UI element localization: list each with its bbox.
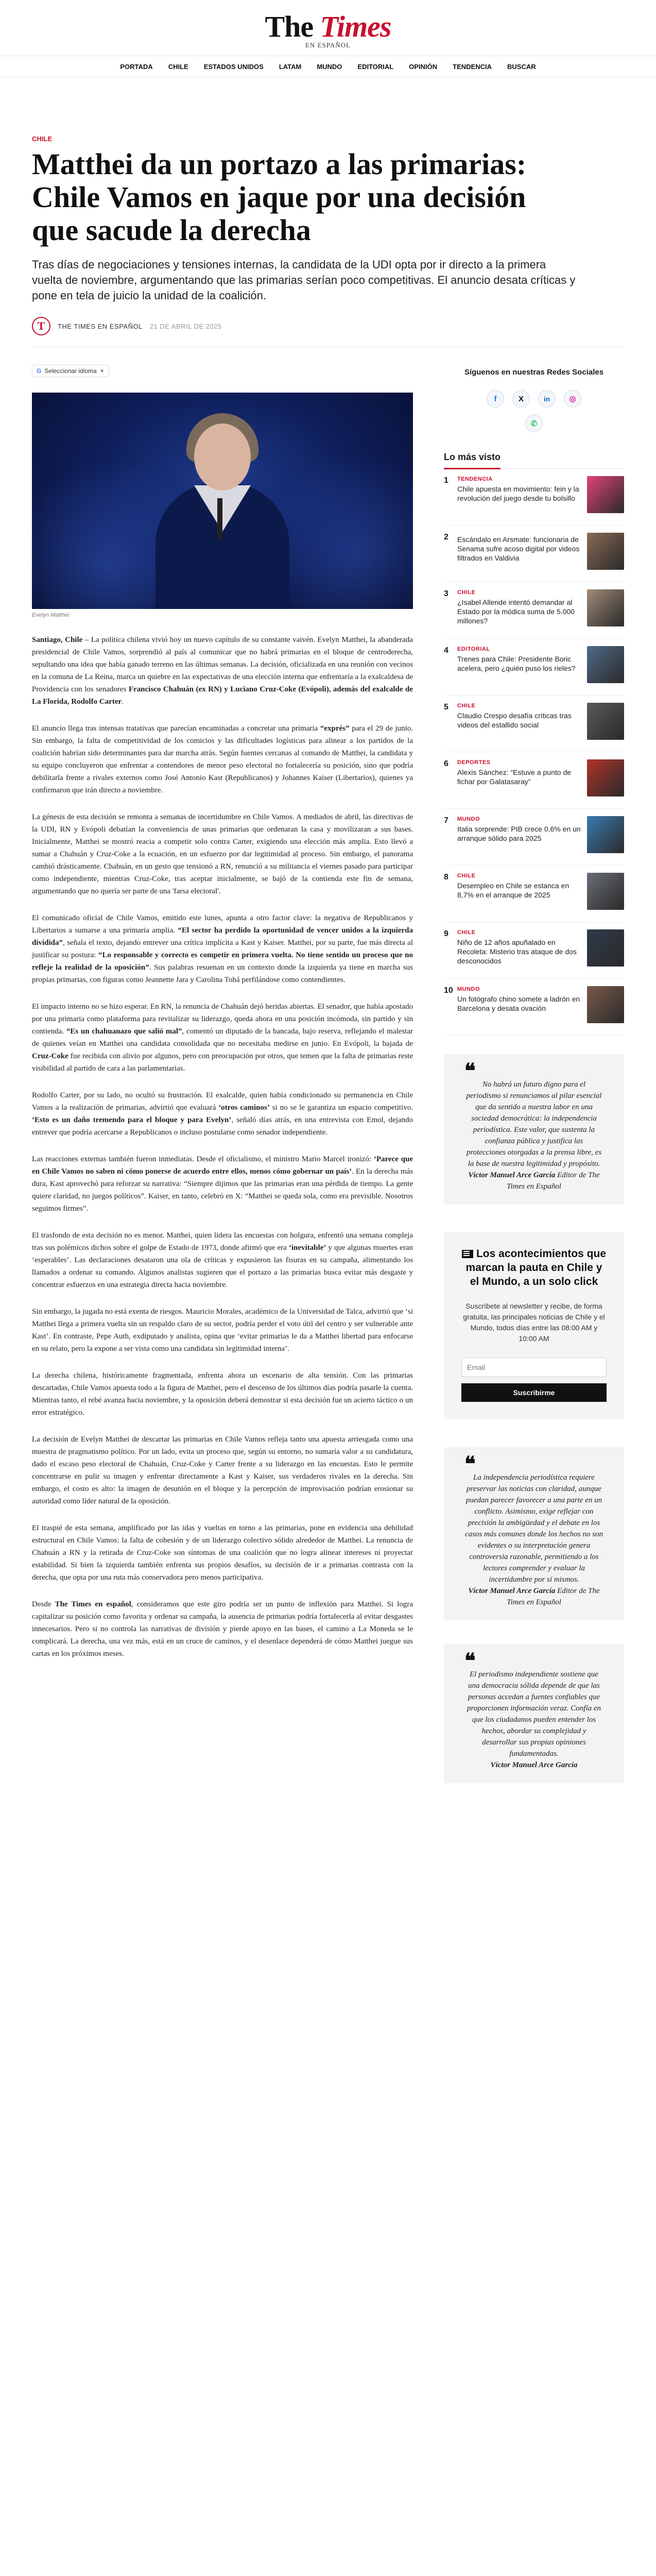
quote-text: El periodismo independiente sostiene que una democracia sólida depende de que las personas accedan a fuentes confiables que proporcionen información veraz. Confía en que los ciudadanos pueden entender los hechos, abordar su complejidad y desarrollar sus propias opiniones fundamentadas. xyxy=(467,1670,601,1758)
most-viewed-headline[interactable]: ¿Isabel Allende intentó demandar al Estado por la módica suma de 5.000 millones? xyxy=(457,598,575,625)
most-viewed-item[interactable] xyxy=(444,809,624,866)
most-viewed-headline[interactable]: Desempleo en Chile se estanca en 8,7% en el arranque de 2025 xyxy=(457,882,569,899)
google-icon: G xyxy=(37,367,42,375)
x-icon[interactable]: X xyxy=(512,390,530,408)
article-headline: Matthei da un portazo a las primarias: Chile Vamos en jaque por una decisión que sacude la derecha xyxy=(32,147,527,247)
most-viewed-thumbnail[interactable] xyxy=(587,476,624,513)
most-viewed-category[interactable]: MUNDO xyxy=(457,986,480,992)
quote-box xyxy=(444,1054,624,1205)
logo-subtitle: EN ESPAÑOL xyxy=(305,41,351,49)
article-paragraph: El anuncio llega tras intensas tratativas que parecían encaminadas a concretar una primaria “exprés” para el 29 de junio. Sin embargo, la falta de competitividad de los comicios y las dificultades logísticas para alinear a los partidos de la coalición habrían sido determinantes para dar marcha atrás. Según fuentes cercanas al comando de Matthei, la candidata y su equipo concluyeron que enfrentar a contendores de menor peso electoral no fortalecería su posición, sino que podría debilitarla frente a rivales externos como José Antonio Kast (Republicanos) y Johannes Kaiser (Libertarios), quienes ya confirmaron que irán directo a noviembre. xyxy=(32,724,413,794)
nav-chile[interactable]: CHILE xyxy=(168,62,188,71)
most-viewed-headline[interactable]: Escándalo en Arsmate: funcionaria de Senama sufre acoso digital por videos filtrados en Valdivia xyxy=(457,535,580,562)
article-paragraph: La decisión de Evelyn Matthei de descartar las primarias en Chile Vamos refleja tanto una apuesta arriesgada como una muestra de pragmatismo político. Por un lado, evita un proceso que, según su entorno, no sumaría valor a su candidatura, dado el escaso peso electoral de Chahuán, Cruz-Coke y Carter frente a su liderazgo en las encuestas. Esto le permite concentrarse en pulir su imagen y enfrentar directamente a Kast y Kaiser, sus verdaderos rivales en la derecha. Sin embargo, el costo es alto: la imagen de desunión en el bloque y la percepción de improvisación podrían erosionar su autoridad como líder natural de la oposición. xyxy=(32,1435,413,1505)
nav-estados-unidos[interactable]: ESTADOS UNIDOS xyxy=(203,62,264,71)
article-body xyxy=(32,634,413,1660)
most-viewed-rank: 6 xyxy=(444,759,448,768)
most-viewed-category[interactable]: TENDENCIA xyxy=(457,476,493,482)
most-viewed-thumbnail[interactable] xyxy=(587,986,624,1023)
article-dek: Tras días de negociaciones y tensiones internas, la candidata de la UDI opta por ir directo a la primera vuelta de noviembre, argumentando que las primarias serían poco competitivas. El anuncio desata críticas y pone en tela de juicio la unidad de la coalición. xyxy=(32,258,576,302)
quote-icon: ❝ xyxy=(464,1059,476,1082)
most-viewed-headline[interactable]: Niño de 12 años apuñalado en Recoleta: Misterio tras ataque de dos desconocidos xyxy=(457,938,577,965)
linkedin-icon[interactable]: in xyxy=(538,390,556,408)
quote-author-name: Víctor Manuel Arce García xyxy=(490,1761,578,1769)
article-paragraph: La génesis de esta decisión se remonta a semanas de incertidumbre en Chile Vamos. A mediados de abril, las directivas de la UDI, RN y Evópoli debatían la conveniencia de unas primarias que ordenaran la casa y movilizaran a sus bases. Inicialmente, Matthei se mostró reacia a competir solo contra Carter, exigiendo una elección más amplia. Esto llevó a sumar a Chahuán y Cruz-Coke a la ecuación, en un esfuerzo por dar legitimidad al proceso. Sin embargo, el panorama cambió drásticamente. Chahuán, en un gesto que tensionó a RN, renunció a su militancia el viernes pasado para participar como independiente, mientras Cruz-Coke, tras aceptar inicialmente, se bajó de la contienda este fin de semana, argumentando que no quería ser parte de una 'farsa electoral'. xyxy=(32,813,413,895)
nav-mundo[interactable]: MUNDO xyxy=(317,62,342,71)
nav-tendencia[interactable]: TENDENCIA xyxy=(453,62,492,71)
photo-caption: Evelyn Matthei xyxy=(32,612,70,618)
most-viewed-headline[interactable]: Un fotógrafo chino somete a ladrón en Barcelona y desata ovación xyxy=(457,995,580,1012)
most-viewed-item[interactable] xyxy=(444,866,624,922)
most-viewed-rank: 9 xyxy=(444,929,448,938)
email-field[interactable] xyxy=(461,1358,607,1377)
masthead xyxy=(0,0,656,56)
quote-icon: ❝ xyxy=(464,1649,476,1672)
main-nav xyxy=(0,56,656,77)
instagram-icon[interactable]: ◎ xyxy=(564,390,581,408)
most-viewed-rank: 4 xyxy=(444,646,448,655)
article-paragraph: El trasfondo de esta decisión no es menor. Matthei, quien lidera las encuestas con holgura, enfrentó una semana compleja tras sus polémicos dichos sobre el golpe de Estado de 1973, donde afirmó que era ‘inevitable’ y que algunas muertes eran ‘esperables’. Las declaraciones desataron una ola de críticas y expusieron las fisuras en su campaña, alimentando los llamados a ordenar su comando. Algunos analistas sugieren que el portazo a las primarias busca evitar más desgaste y concentrar esfuerzos en una estrategia directa hacia noviembre. xyxy=(32,1231,413,1289)
nav-latam[interactable]: LATAM xyxy=(279,62,302,71)
subscribe-button[interactable]: Suscribirme xyxy=(461,1383,607,1402)
section-label[interactable]: CHILE xyxy=(32,135,52,143)
chevron-down-icon: ▼ xyxy=(99,368,105,374)
most-viewed-thumbnail[interactable] xyxy=(587,929,624,967)
most-viewed xyxy=(444,452,624,1036)
most-viewed-rank: 5 xyxy=(444,703,448,711)
newsletter-description: Suscríbete al newsletter y recibe, de forma gratuita, las principales noticias de Chile y el Mundo, todos días entre las 08:00 AM y 10:00 AM xyxy=(463,1302,605,1343)
most-viewed-thumbnail[interactable] xyxy=(587,646,624,683)
article-paragraph: Rodolfo Carter, por su lado, no ocultó su frustración. El exalcalde, quien había condicionado su permanencia en Chile Vamos a la realización de primarias, advirtió que evaluará ‘otros caminos’ si no se le garantiza un espacio competitivo. ‘Esto es un daño tremendo para el bloque y para Evelyn’, señaló días atrás, en una entrevista con Emol, dejando entrever que podría acercarse a Republicanos o incluso postularse como senador independiente. xyxy=(32,1091,413,1137)
most-viewed-list xyxy=(444,469,624,1036)
most-viewed-category[interactable]: CHILE xyxy=(457,589,476,596)
most-viewed-item[interactable] xyxy=(444,526,624,582)
most-viewed-category[interactable]: CHILE xyxy=(457,873,476,879)
most-viewed-category[interactable]: MUNDO xyxy=(457,816,480,822)
most-viewed-category[interactable]: CHILE xyxy=(457,929,476,936)
quote-text: La independencia periodística requiere preservar las noticias con claridad, aunque puedan parecer favorecer a una parte en un conflicto. Asimismo, exige reflejar con precisión la ambigüedad y el debate en los casos más comunes donde los hechos no son evidentes o su interpretación genera controversia razonable, permitiendo a los lectores comprender y evaluar la incertidumbre por sí mismos. xyxy=(465,1473,603,1584)
most-viewed-rank: 2 xyxy=(444,533,448,541)
language-selector[interactable] xyxy=(32,365,109,377)
byline xyxy=(32,317,624,347)
most-viewed-category[interactable]: EDITORIAL xyxy=(457,646,490,652)
most-viewed-item[interactable] xyxy=(444,469,624,526)
nav-editorial[interactable]: EDITORIAL xyxy=(357,62,394,71)
article-paragraph: Santiago, Chile – La política chilena vivió hoy un nuevo capítulo de su constante vaivén. Evelyn Matthei, la abanderada presidencial de Chile Vamos, sorprendió al país al comunicar que no habrá primarias en el bloque de centroderecha, sepultando una idea que había ganado terreno en las últimas semanas. La decisión, oficializada en una reunión con vecinos en la comuna de La Reina, marca un quiebre en las expectativas de una elección interna que enfrentaría a la exalcaldesa de Providencia con los senadores Francisco Chahuán (ex RN) y Luciano Cruz-Coke (Evópoli), además del exalcalde de La Florida, Rodolfo Carter. xyxy=(32,636,413,706)
nav-opinion[interactable]: OPINIÓN xyxy=(409,62,438,71)
byline-date: 21 DE ABRIL DE 2025 xyxy=(149,322,222,330)
newsletter-title: Los acontecimientos que marcan la pauta en Chile y el Mundo, a un solo click xyxy=(465,1248,607,1287)
most-viewed-rank: 3 xyxy=(444,589,448,598)
article-header xyxy=(32,77,624,347)
most-viewed-headline[interactable]: Chile apuesta en movimiento: fein y la revolución del juego desde tu bolsillo xyxy=(457,485,579,502)
newsletter-box xyxy=(444,1232,624,1419)
quote-author-name: Víctor Manuel Arce García xyxy=(468,1587,556,1595)
byline-logo-icon: T xyxy=(32,317,50,335)
logo-times: Times xyxy=(320,10,391,43)
social-links xyxy=(444,390,624,408)
most-viewed-thumbnail[interactable] xyxy=(587,759,624,796)
most-viewed-thumbnail[interactable] xyxy=(587,816,624,853)
most-viewed-thumbnail[interactable] xyxy=(587,703,624,740)
article-paragraph: La derecha chilena, históricamente fragmentada, enfrenta ahora un escenario de alta tensión. Con las primarias descartadas, Chile Vamos apuesta todo a la figura de Matthei, pero el descenso de los últimos días podría pasarle la cuenta. Mientras tanto, el rebé avanza hacia noviembre, y la oposición deberá demostrar si esta decisión fue un acierto táctico o un error estratégico. xyxy=(32,1371,413,1417)
most-viewed-item[interactable] xyxy=(444,979,624,1036)
most-viewed-thumbnail[interactable] xyxy=(587,589,624,626)
language-selector-label: Seleccionar idioma xyxy=(44,367,97,375)
most-viewed-headline[interactable]: Italia sorprende: PIB crece 0,6% en un arranque sólido para 2025 xyxy=(457,825,581,842)
article-photo xyxy=(32,393,413,609)
most-viewed-item[interactable] xyxy=(444,582,624,639)
article-paragraph: Desde The Times en español, consideramos que este giro podría ser un punto de inflexión para Matthei. Si logra capitalizar su posición como favorita y ordenar su campaña, la ausencia de primarias podría fortalecerla al evitar desgastes innecesarios. Pero si no controla las narrativas de división y pierde apoyo en las bases, el camino a La Moneda se le complicará. La derecha, una vez más, está en un cruce de caminos, y el desenlace dependerá de cómo Matthei juegue sus cartas en los próximos meses. xyxy=(32,1600,413,1658)
article-paragraph: El traspié de esta semana, amplificado por las idas y vueltas en torno a las primarias, pone en evidencia una debilidad estructural en Chile Vamos: la falta de cohesión y de un liderazgo colectivo sólido alrededor de Matthei. La renuncia de Chahuán a RN y la retirada de Cruz-Coke son síntomas de una coalición que no logra alinear intereses ni proyectar estabilidad. Si bien la izquierda también enfrenta sus propios desafíos, su decisión de ir a primarias contrasta con la derecha, que opta por una ruta más conservadora pero menos participativa. xyxy=(32,1524,413,1582)
quote-box xyxy=(444,1644,624,1783)
sidebar xyxy=(444,365,624,1783)
most-viewed-headline[interactable]: Trenes para Chile: Presidente Boric acelera, pero ¿quién puso los rieles? xyxy=(457,655,576,672)
facebook-icon[interactable]: f xyxy=(487,390,504,408)
most-viewed-thumbnail[interactable] xyxy=(587,533,624,570)
microphone-icon xyxy=(217,498,222,539)
most-viewed-item[interactable] xyxy=(444,696,624,752)
quote-author-role: Editor de The Times en Español xyxy=(507,1587,600,1606)
most-viewed-item[interactable] xyxy=(444,922,624,979)
logo-the: The xyxy=(265,10,314,43)
most-viewed-headline[interactable]: Claudio Crespo desafía críticas tras videos del estallido social xyxy=(457,711,572,729)
article-paragraph: El impacto interno no se hizo esperar. En RN, la renuncia de Chahuán dejó heridas abiertas. El senador, que había apostado por una primaria como plataforma para revitalizar su liderazgo, queda ahora en una posición incómoda, sin partido y sin contienda. “Es un chahuanazo que salió mal”, comentó un diputado de la bancada, bajo reserva, reflejando el malestar de quienes veían en Matthei una candidata consolidada que no necesitaba medirse en junio. En Evópoli, la bajada de Cruz-Coke fue recibida con alivio por algunos, pero con preocupación por otros, que temen que la falta de primarias reste visibilidad al partido de cara a las parlamentarias. xyxy=(32,1003,413,1073)
newsletter-icon xyxy=(462,1250,473,1258)
most-viewed-item[interactable] xyxy=(444,752,624,809)
most-viewed-item[interactable] xyxy=(444,639,624,696)
content-layout xyxy=(32,347,624,1783)
most-viewed-rank: 10 xyxy=(444,986,453,995)
quote-text: No habrá un futuro digno para el periodismo si renunciamos al pilar esencial que da sentido a nuestra labor en una sociedad democrática: la independencia periodística. Este valor, que sustenta la confianza pública y justifica las protecciones otorgadas a la prensa libre, es la base de nuestra legitimidad y propósito. xyxy=(466,1080,602,1168)
article-paragraph: El comunicado oficial de Chile Vamos, emitido este lunes, apunta a otro factor clave: la negativa de Republicanos y Libertarios a sumarse a una primaria amplia. “El sector ha perdido la oportunidad de vencer unidos a la izquierda dividida”, señala el texto, dejando entrever una crítica implícita a Kast y Kaiser. Matthei, por su parte, fue más directa al justificar su postura: “Lo responsable y correcto es competir en primera vuelta. No tiene sentido un proceso que no refleje la realidad de la oposición”. Sus palabras resuenan en un contexto donde la izquierda ya tiene en marcha sus propias primarias, con figuras como Jeannette Jara y Carolina Tohá perfilándose como contendientes. xyxy=(32,914,413,984)
most-viewed-rank: 1 xyxy=(444,476,448,485)
most-viewed-rank: 7 xyxy=(444,816,448,825)
nav-buscar[interactable]: BUSCAR xyxy=(507,62,536,71)
most-viewed-category[interactable]: CHILE xyxy=(457,703,476,709)
social-title: Síguenos en nuestras Redes Sociales xyxy=(464,368,604,377)
most-viewed-rank: 8 xyxy=(444,873,448,882)
quote-box xyxy=(444,1447,624,1620)
most-viewed-title: Lo más visto xyxy=(444,452,500,469)
quote-icon: ❝ xyxy=(464,1452,476,1476)
quote-author-role: Editor de The Times en Español xyxy=(507,1171,600,1191)
most-viewed-thumbnail[interactable] xyxy=(587,873,624,910)
most-viewed-headline[interactable]: Alexis Sánchez: “Estuve a punto de fichar por Galatasaray” xyxy=(457,768,572,786)
site-logo[interactable] xyxy=(0,10,656,43)
byline-author[interactable]: THE TIMES EN ESPAÑOL xyxy=(58,322,143,330)
quote-author-name: Víctor Manuel Arce García xyxy=(468,1171,556,1179)
article-main xyxy=(32,365,413,1783)
article-paragraph: Las reacciones externas también fueron inmediatas. Desde el oficialismo, el ministro Mario Marcel ironizó: ‘Parece que en Chile Vamos no saben ni cómo ponerse de acuerdo entre ellos, menos cómo gobernar un país’. En la derecha más dura, Kast aprovechó para reforzar su narrativa: “Siempre dijimos que las primarias eran una pérdida de tiempo. La gente quiere claridad, no juegos políticos”. Kaiser, en tanto, celebró en X: “Matthei se queda sola, como era previsible. Nosotros seguimos firmes”. xyxy=(32,1155,413,1213)
nav-portada[interactable]: PORTADA xyxy=(120,62,153,71)
whatsapp-icon[interactable]: ✆ xyxy=(525,415,543,432)
article-paragraph: Sin embargo, la jugada no está exenta de riesgos. Mauricio Morales, académico de la Universidad de Talca, advirtió que ‘si Matthei llega a primera vuelta sin un respaldo claro de su sector, podría perder el voto útil del centro y ser vulnerable ante Kast’. En contraste, Pepe Auth, exdiputado y analista, opina que ‘evitar primarias le da a Matthei libertad para enfocarse en su relato, pero la expone a ser vista como una candidata sin legitimidad interna’. xyxy=(32,1308,413,1353)
most-viewed-category[interactable]: DEPORTES xyxy=(457,759,491,766)
